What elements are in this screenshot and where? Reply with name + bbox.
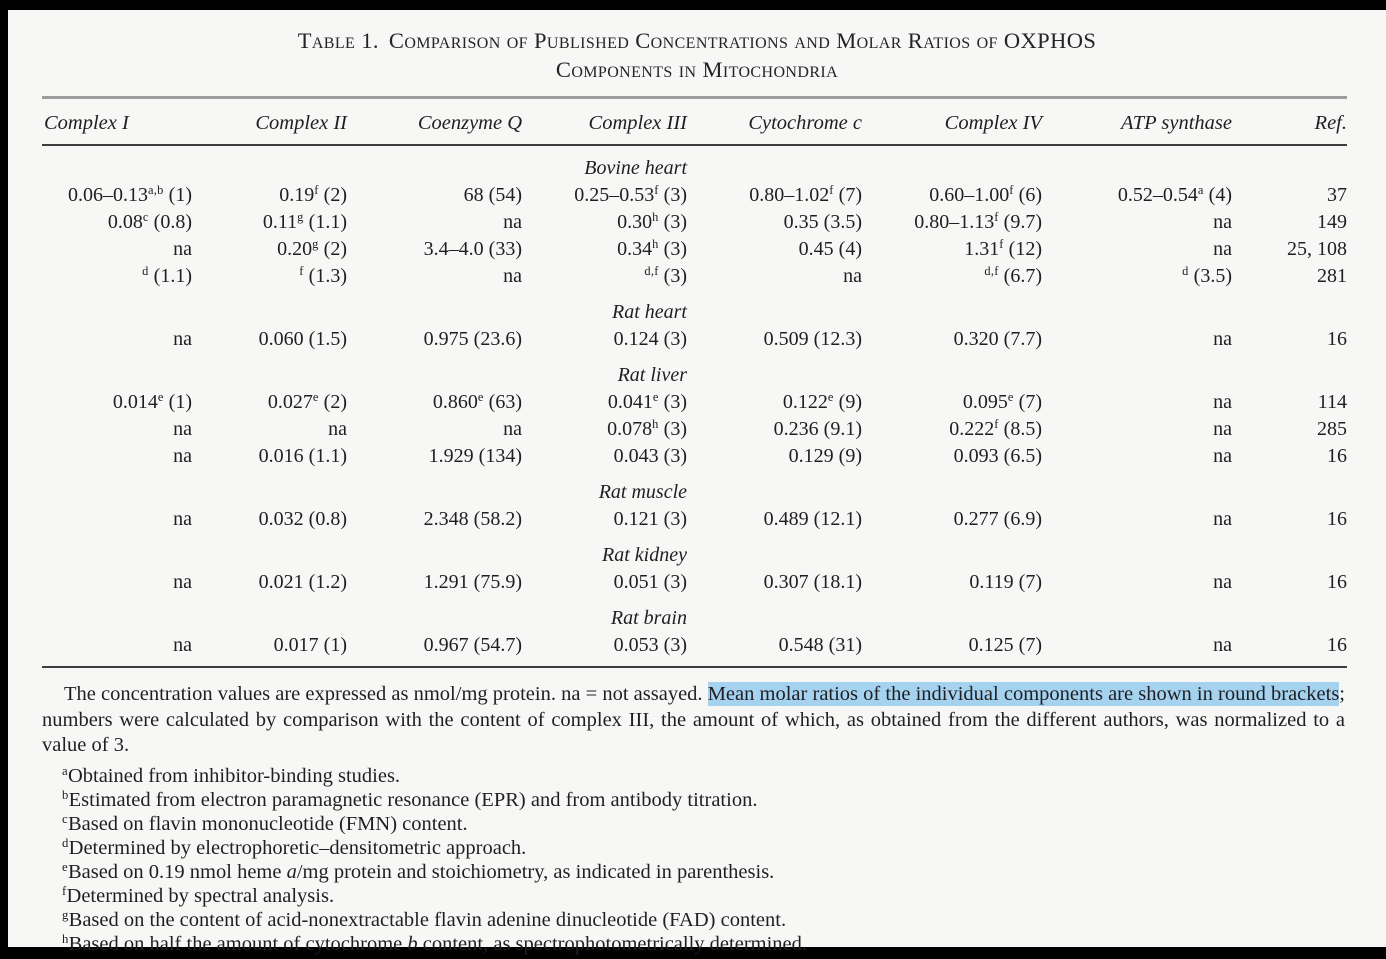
column-header-cytochrome-c: Cytochrome c <box>687 98 862 146</box>
table-cell: 0.041e (3) <box>607 390 687 413</box>
table-cell: 0.236 (9.1) <box>773 418 862 440</box>
footnotes <box>62 764 1386 956</box>
table-cell: 0.017 (1) <box>273 634 347 656</box>
column-header-complex-ii: Complex II <box>192 98 347 146</box>
column-header-complex-iii: Complex III <box>522 98 687 146</box>
section-row-filler <box>687 290 1347 326</box>
table-cell: 0.52–0.54$^a$ (4) <box>1117 183 1232 206</box>
table-row <box>42 416 1347 443</box>
table-cell: 0.60–1.00$^f$ (6) <box>929 183 1042 206</box>
table-cell: 0.125 (7) <box>968 634 1042 656</box>
table-cell: 149 <box>1317 211 1347 233</box>
footnote-marker: g <box>62 907 69 922</box>
table-row <box>42 506 1347 533</box>
table-cell: 0.122e (9) <box>782 390 862 413</box>
scan-border-top <box>0 0 1386 10</box>
table-cell: 37 <box>1327 184 1347 206</box>
table-cell: 0.19$^f$ (2) <box>279 183 347 206</box>
table-cell: 0.124 (3) <box>613 328 687 350</box>
table-header <box>42 98 1347 146</box>
footnote-marker: a <box>62 763 68 778</box>
table-cell: na <box>1213 238 1232 260</box>
table-row <box>42 182 1347 209</box>
oxphos-table <box>42 96 1347 668</box>
section-row <box>42 353 1347 389</box>
table-cell: 0.021 (1.2) <box>258 571 347 593</box>
notes-paragraph <box>42 682 1345 759</box>
notes-text-before: The concentration values are expressed as nmol/mg protein. na = not assayed. <box>64 683 708 705</box>
table-caption-label: Table 1. <box>297 28 379 53</box>
table-cell: 25, 108 <box>1287 238 1347 260</box>
table-cell: na <box>173 634 192 656</box>
table-row <box>42 263 1347 290</box>
table-row <box>42 443 1347 470</box>
table-cell: 0.06–0.13$^{a,b}$ (1) <box>67 183 192 206</box>
table-cell: 0.051 (3) <box>613 571 687 593</box>
footnote: $^g$Based on the content of acid-nonextractable flavin adenine dinucleotide (FAD) content. <box>62 907 787 931</box>
column-header-complex-iv: Complex IV <box>862 98 1042 146</box>
table-cell: 1.929 (134) <box>428 445 522 467</box>
section-label: Rat brain <box>610 607 687 629</box>
table-cell: 68 (54) <box>463 184 522 206</box>
footnote-marker: b <box>62 787 69 802</box>
footnote: $^b$Estimated from electron paramagnetic resonance (EPR) and from antibody titration. <box>62 787 758 811</box>
notes-text-after: ; numbers were calculated by comparison with the content of complex III, the amount of which, as obtained from the different authors, was normalized to a value of 3. <box>42 683 1345 756</box>
table-cell: 0.35 (3.5) <box>783 211 862 233</box>
table-cell: 0.060 (1.5) <box>258 328 347 350</box>
table-cell: 0.25–0.53$^f$ (3) <box>574 183 687 206</box>
table-cell: 0.20$^g$ (2) <box>277 237 347 260</box>
section-row <box>42 290 1347 326</box>
table-cell: $^{d,f}$ (3) <box>644 264 687 287</box>
footnote: $^a$Obtained from inhibitor-binding studies. <box>62 763 401 787</box>
table-cell: 0.548 (31) <box>778 634 862 656</box>
footnote: $^f$Determined by spectral analysis. <box>62 883 335 907</box>
table-cell: 0.078$^h$ (3) <box>607 417 687 440</box>
table-cell: 0.45 (4) <box>798 238 862 260</box>
table-cell: 0.307 (18.1) <box>763 571 862 593</box>
table-cell: na <box>503 265 522 287</box>
table-cell: 0.509 (12.3) <box>763 328 862 350</box>
table-cell: 0.30$^h$ (3) <box>617 210 687 233</box>
section-row-filler <box>687 145 1347 182</box>
table-row <box>42 326 1347 353</box>
section-row <box>42 533 1347 569</box>
table-cell: na <box>503 211 522 233</box>
table-cell: 114 <box>1317 391 1347 413</box>
table-cell: 16 <box>1327 328 1347 350</box>
table-title-line2: Components in Mitochondria <box>555 57 839 82</box>
footnote-marker: d <box>62 835 69 850</box>
section-label: Rat kidney <box>602 544 687 566</box>
section-row-filler <box>687 596 1347 632</box>
column-header-ref: Ref. <box>1232 98 1347 146</box>
table-cell: na <box>173 418 192 440</box>
table-cell: $^{d,f}$ (6.7) <box>984 264 1042 287</box>
section-row <box>42 145 1347 182</box>
table-cell: 16 <box>1327 634 1347 656</box>
section-row-filler <box>687 470 1347 506</box>
table-cell: 0.34$^h$ (3) <box>617 237 687 260</box>
header-row <box>42 98 1347 146</box>
table-cell: na <box>1213 445 1232 467</box>
table-cell: 0.093 (6.5) <box>953 445 1042 467</box>
table-cell: 0.860e (63) <box>432 390 522 413</box>
table-cell: 285 <box>1317 418 1347 440</box>
table-cell: na <box>173 571 192 593</box>
table-cell: na <box>843 265 862 287</box>
table-cell: 1.291 (75.9) <box>423 571 522 593</box>
footnote-marker: h <box>62 931 69 946</box>
column-header-atp-synthase: ATP synthase <box>1042 98 1232 146</box>
footnote: $^c$Based on flavin mononucleotide (FMN) content. <box>62 811 468 835</box>
table-cell: $^d$ (3.5) <box>1182 264 1232 287</box>
table-cell: 0.975 (23.6) <box>423 328 522 350</box>
table-cell: 16 <box>1327 508 1347 530</box>
table-cell: na <box>173 328 192 350</box>
section-row-filler <box>687 533 1347 569</box>
table-cell: 0.119 (7) <box>969 571 1042 593</box>
table-cell: 0.80–1.13$^f$ (9.7) <box>914 210 1042 233</box>
section-label: Bovine heart <box>584 157 687 179</box>
table-cell: 0.095e (7) <box>962 390 1042 413</box>
table-cell: 0.80–1.02$^f$ (7) <box>749 183 862 206</box>
table-cell: na <box>1213 418 1232 440</box>
table-cell: 0.320 (7.7) <box>953 328 1042 350</box>
table-row <box>42 209 1347 236</box>
section-row <box>42 596 1347 632</box>
footnote: $^d$Determined by electrophoretic–densitometric approach. <box>62 835 527 859</box>
table-cell: 281 <box>1317 265 1347 287</box>
section-label: Rat heart <box>612 301 687 323</box>
footnote-marker: f <box>62 883 67 898</box>
table-cell: $^d$ (1.1) <box>142 264 192 287</box>
table-cell: 0.053 (3) <box>613 634 687 656</box>
section-row <box>42 470 1347 506</box>
table-cell: 0.08$^c$ (0.8) <box>107 210 192 233</box>
table-cell: 0.014e (1) <box>112 390 192 413</box>
column-header-coenzyme-q: Coenzyme Q <box>347 98 522 146</box>
table-cell: 0.11$^g$ (1.1) <box>262 210 347 233</box>
section-row-filler <box>687 353 1347 389</box>
table-cell: 0.489 (12.1) <box>763 508 862 530</box>
highlighted-text: Mean molar ratios of the individual components are shown in round brackets <box>707 683 1340 705</box>
table-cell: 3.4–4.0 (33) <box>423 238 522 260</box>
section-label: Rat muscle <box>598 481 687 503</box>
table-cell: 0.016 (1.1) <box>258 445 347 467</box>
table-body <box>42 145 1347 667</box>
footnote: $^e$Based on 0.19 nmol heme a/mg protein and stoichiometry, as indicated in parenthesis. <box>62 859 775 883</box>
section-label: Rat liver <box>617 364 687 386</box>
table-cell: na <box>328 418 347 440</box>
table-cell: na <box>1213 391 1232 413</box>
table-cell: $^f$ (1.3) <box>299 264 347 287</box>
column-header-complex-i: Complex I <box>42 98 192 146</box>
table-cell: 2.348 (58.2) <box>423 508 522 530</box>
table-cell: na <box>173 445 192 467</box>
table-cell: na <box>1213 211 1232 233</box>
table-row <box>42 632 1347 667</box>
table-cell: 0.032 (0.8) <box>258 508 347 530</box>
table-cell: 0.027e (2) <box>267 390 347 413</box>
table-cell: na <box>173 238 192 260</box>
table-row <box>42 569 1347 596</box>
table-cell: 16 <box>1327 445 1347 467</box>
footnote-marker: c <box>62 811 68 826</box>
table-cell: 0.277 (6.9) <box>953 508 1042 530</box>
table-row <box>42 236 1347 263</box>
footnote: $^h$Based on half the amount of cytochrome b content, as spectrophotometrically determined. <box>62 931 808 955</box>
table-cell: na <box>1213 571 1232 593</box>
scan-border-left <box>0 0 8 959</box>
table-cell: 0.222$^f$ (8.5) <box>949 417 1042 440</box>
table-cell: 16 <box>1327 571 1347 593</box>
table-cell: 0.967 (54.7) <box>423 634 522 656</box>
table-cell: na <box>1213 634 1232 656</box>
table-cell: na <box>173 508 192 530</box>
table-cell: 0.043 (3) <box>613 445 687 467</box>
table-cell: na <box>1213 508 1232 530</box>
table-cell: 0.129 (9) <box>788 445 862 467</box>
table-title <box>38 26 1356 84</box>
table-cell: 0.121 (3) <box>613 508 687 530</box>
table-cell: na <box>503 418 522 440</box>
table-cell: na <box>1213 328 1232 350</box>
table-title-line1: Comparison of Published Concentrations and Molar Ratios of OXPHOS <box>388 28 1097 53</box>
table-cell: 1.31$^f$ (12) <box>964 237 1042 260</box>
paper-content <box>8 10 1386 956</box>
table-row <box>42 389 1347 416</box>
footnote-marker: e <box>62 859 68 874</box>
